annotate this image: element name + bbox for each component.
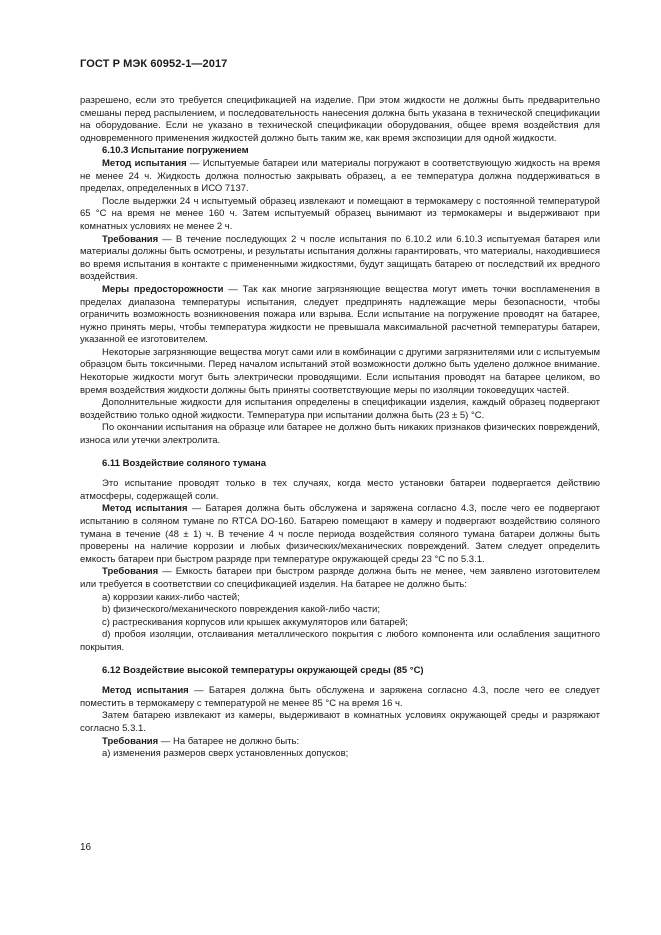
paragraph: Это испытание проводят только в тех случаях, когда место установки батареи подвергается действию атмосферы, содержащей соли. <box>80 478 600 502</box>
section-heading-6-10-3: 6.10.3 Испытание погружением <box>102 145 249 157</box>
term-text: — Емкость батареи при быстром разряде должна быть не менее, чем заявлено изготовителем или требуется в соответствии со спецификацией изделия. На батарее не должно быть: <box>80 566 600 590</box>
term-text: — Батарея должна быть обслужена и заряжена согласно 4.3, после чего ее подвергают испытанию в соляном тумане по RTCA DO-160. Батарею помещают в камеру и подвергают воздействию соляного тумана в течение (48 ± 1) ч. В течение 4 ч после периода воздействия соляного тумана батареи должны быть проверены на наличие коррозии и любых физических/механических повреждений. Затем следует определить емкость батареи при быстром разряде при температуре окружающей среды 23 °С по 5.3.1. <box>80 503 600 565</box>
term-text: — Так как многие загрязняющие вещества могут иметь точки воспламенения в пределах диапазона температуры испытания, следует предпринять надлежащие меры безопасности, чтобы ограничить возможность возникновения пожара или взрыва. Если испытание на погружение проводят на батарее, нужно принять меры, чтобы температура жидкости не превышала максимальной расчетной температуры батареи, указанной ее изготовителем. <box>80 283 600 346</box>
paragraph <box>80 566 600 591</box>
paragraph: Дополнительные жидкости для испытания определены в спецификации изделия, каждый образец подвергают воздействию только одной жидкости. Температура при испытании должна быть (23 ± 5) °С. <box>80 397 600 421</box>
term-text: — На батарее не должно быть: <box>158 735 300 747</box>
paragraph <box>80 234 600 284</box>
document-header: ГОСТ Р МЭК 60952-1—2017 <box>80 58 228 70</box>
page-number: 16 <box>80 842 92 853</box>
paragraph: Затем батарею извлекают из камеры, выдерживают в комнатных условиях окружающей среды и разряжают согласно 5.3.1. <box>80 710 600 734</box>
paragraph <box>80 284 600 347</box>
section-heading-6-11: 6.11 Воздействие соляного тумана <box>102 457 267 469</box>
term-label: Требования <box>102 566 159 578</box>
paragraph: После выдержки 24 ч испытуемый образец извлекают и помещают в термокамеру с постоянной температурой 65 °С на время не менее 160 ч. Затем испытуемый образец вынимают из термокамеры и выдерживают при комнатных условиях не менее 2 ч. <box>80 195 600 232</box>
paragraph <box>80 685 600 710</box>
list-item: a) изменения размеров сверх установленных допусков; <box>102 748 349 760</box>
term-label: Меры предосторожности <box>102 283 224 295</box>
list-item: d) пробоя изоляции, отслаивания металлического покрытия с любого компонента или ослабления защитного покрытия. <box>80 629 600 653</box>
list-item: a) коррозии каких-либо частей; <box>102 591 240 603</box>
paragraph <box>80 503 600 566</box>
term-label: Требования <box>102 735 159 747</box>
term-label: Метод испытания <box>102 503 188 515</box>
paragraph <box>80 158 600 196</box>
section-heading-6-12: 6.12 Воздействие высокой температуры окружающей среды (85 °С) <box>102 664 424 676</box>
document-body <box>80 95 600 761</box>
term-label: Метод испытания <box>102 685 189 697</box>
term-text: — Испытуемые батареи или материалы погружают в соответствующую жидкость на время не менее 24 ч. Жидкость должна полностью закрывать образец, а ее температура должна поддерживаться в пределах, определенных в ИСО 7137. <box>80 157 600 195</box>
term-text: — Батарея должна быть обслужена и заряжена согласно 4.3, после чего ее следует поместить в термокамеру с температурой не менее 85 °С на время 16 ч. <box>80 685 600 709</box>
term-label: Метод испытания <box>102 157 187 169</box>
term-label: Требования <box>102 233 159 245</box>
paragraph: Некоторые загрязняющие вещества могут сами или в комбинации с другими загрязнителями или с испытуемым образцом быть токсичными. Перед началом испытаний этой возможности должно быть уделено должное внимание. Некоторые жидкости могут быть электрически проводящими. Если испытания проводят на батарее целиком, во время воздействия жидкости должны быть приняты соответствующие меры по изоляции токоведущих частей. <box>80 346 600 396</box>
list-item: c) растрескивания корпусов или крышек аккумуляторов или батарей; <box>102 616 408 628</box>
term-text: — В течение последующих 2 ч после испытания по 6.10.2 или 6.10.3 испытуемая батарея или материалы должны быть осмотрены, и результаты испытания должны гарантировать, что материалы, находившиеся во время испытания в контакте с примененными жидкостями, будут защищать батарею от последствий их вредного воздействия. <box>80 233 600 283</box>
paragraph <box>80 736 600 749</box>
paragraph: разрешено, если это требуется спецификацией на изделие. При этом жидкости не должны быть предварительно смешаны перед распылением, и последовательность нанесения должна быть указана в технической спецификации на оборудование. Если не указано в технической спецификации оборудования, общее время воздействия для одновременного применения жидкостей должно быть таким же, как время экспозиции для одной жидкости. <box>80 95 600 144</box>
paragraph: По окончании испытания на образце или батарее не должно быть никаких признаков физических повреждений, износа или утечки электролита. <box>80 422 600 447</box>
list-item: b) физического/механического повреждения какой-либо части; <box>102 604 380 616</box>
